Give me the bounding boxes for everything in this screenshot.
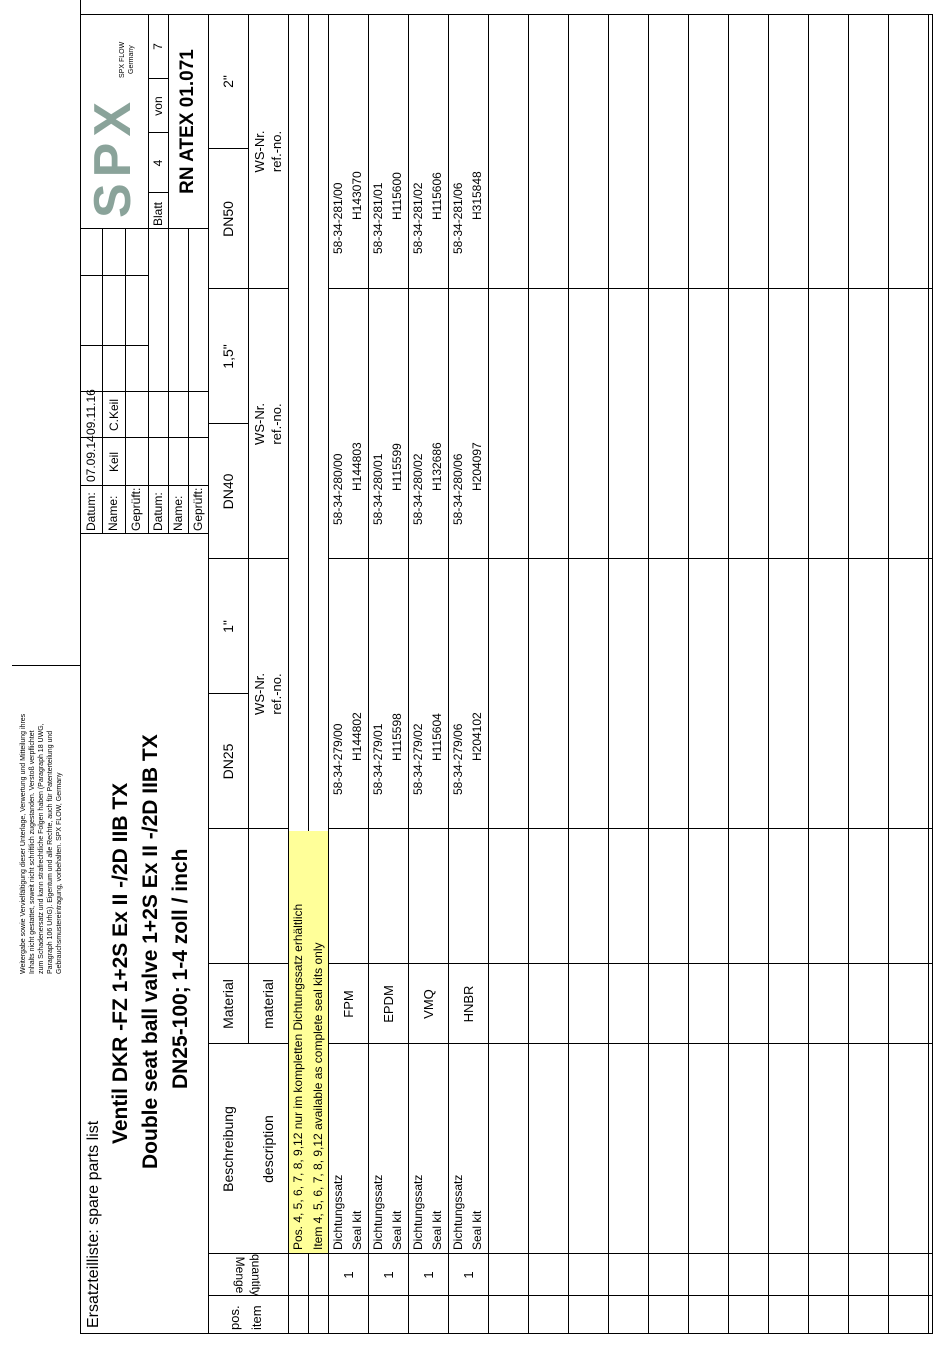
- row-divider: [928, 14, 929, 1334]
- page-subtitle: DN25-100; 1-4 zoll / inch: [169, 848, 192, 1089]
- note-de: Pos. 4, 5, 6, 7, 8, 9,12 nur im kompletten Dichtungssatz erhältlich: [291, 903, 305, 1250]
- row-qty: 1: [340, 1271, 356, 1279]
- datum-label: Datum:: [84, 492, 98, 531]
- row-code: H143070: [350, 171, 364, 220]
- spx-logo-sub: SPX FLOW: [119, 41, 126, 78]
- ref-header: [248, 289, 288, 559]
- spx-logo-sub: Germany: [128, 45, 135, 74]
- row-desc-de: Dichtungssatz: [371, 1174, 385, 1250]
- row-desc-en: Seal kit: [430, 1210, 444, 1250]
- row-ref: 58-34-280/02: [411, 453, 425, 525]
- col-qty-de: Menge: [233, 1256, 247, 1294]
- date-2: 09.11.16: [84, 389, 98, 435]
- col-desc-en: description: [260, 1115, 276, 1183]
- row-code: H144802: [350, 712, 364, 761]
- name-label: Name:: [106, 495, 120, 531]
- row-qty: 1: [420, 1271, 436, 1279]
- row-code: H144803: [350, 442, 364, 491]
- row-ref: 58-34-281/02: [411, 182, 425, 254]
- row-ref: 58-34-281/00: [331, 182, 345, 254]
- row-divider: [568, 14, 569, 1334]
- von-label: von: [151, 96, 165, 116]
- row-code: H115600: [390, 172, 404, 220]
- copyright-line: Inhalts nicht gestattet, soweit nicht schriftlich zugestanden. Verstoß verpflichtet: [29, 730, 36, 974]
- col-size: DN25: [220, 743, 236, 780]
- row-code: H115599: [390, 443, 404, 491]
- copyright-line: Weitergabe sowie Vervielfältigung dieser Unterlage, Verwertung und Mitteilung ihres: [20, 713, 27, 974]
- row-code: H115606: [430, 172, 444, 220]
- revision-block-upper: [80, 229, 148, 534]
- row-desc-de: Dichtungssatz: [411, 1174, 425, 1250]
- col-mat-en: material: [260, 979, 276, 1029]
- row-code: H204097: [470, 442, 484, 491]
- row-divider: [848, 14, 849, 1334]
- row-ref: 58-34-279/01: [371, 723, 385, 795]
- datum-label: Datum:: [151, 492, 165, 531]
- row-ref: 58-34-279/06: [451, 723, 465, 795]
- row-divider: [688, 14, 689, 1334]
- row-qty: 1: [380, 1271, 396, 1279]
- row-ref: 58-34-280/00: [331, 453, 345, 525]
- col-qty-en: quantity: [249, 1253, 263, 1297]
- row-desc-en: Seal kit: [470, 1210, 484, 1250]
- row-code: H115604: [430, 713, 444, 761]
- row-desc-de: Dichtungssatz: [451, 1174, 465, 1250]
- separator-line: [12, 665, 80, 666]
- row-code: H132686: [430, 442, 444, 491]
- note-en: Item 4, 5, 6, 7, 8, 9,12 available as complete seal kits only: [311, 942, 325, 1250]
- revision-block-lower: [148, 229, 208, 534]
- col-pos-de: pos.: [227, 1305, 242, 1330]
- row-desc-en: Seal kit: [350, 1210, 364, 1250]
- col-desc-de: Beschreibung: [220, 1106, 236, 1192]
- row-divider: [808, 14, 809, 1334]
- document-number: RN ATEX 01.071: [177, 49, 198, 194]
- row-material: FPM: [340, 990, 356, 1018]
- row-ref: 58-34-279/02: [411, 723, 425, 795]
- row-ref: 58-34-281/06: [451, 182, 465, 254]
- copyright-line: Gebrauchsmustereintragung, vorbehalten. SPX FLOW, Germany: [56, 772, 63, 974]
- blatt-number: 4: [151, 159, 165, 167]
- table-row: [408, 14, 448, 1334]
- page-title: Double seat ball valve 1+2S Ex II -/2D IIB TX: [139, 734, 162, 1169]
- ref-label-de: WS-Nr.: [252, 403, 267, 445]
- name-1: Keil: [106, 452, 121, 473]
- date-1: 07.09.14: [84, 435, 98, 482]
- col-pos-en: item: [249, 1305, 264, 1330]
- col-mat-de: Material: [220, 979, 236, 1029]
- row-divider: [728, 14, 729, 1334]
- row-code: H204102: [470, 712, 484, 761]
- copyright-line: zum Schadenersatz und kann strafrechtliche Folgen haben (Paragraph 18 UWG,: [38, 723, 45, 974]
- row-ref: 58-34-279/00: [331, 723, 345, 795]
- geprueft-label: Geprüft:: [129, 487, 143, 531]
- col-size: 1,5": [220, 344, 236, 369]
- list-title: Ersatzteilliste: spare parts list: [85, 1120, 102, 1328]
- row-desc-en: Seal kit: [390, 1210, 404, 1250]
- col-qty-header: [208, 1254, 288, 1295]
- ref-label-en: ref.-no.: [269, 130, 284, 173]
- table-row: [328, 14, 368, 1334]
- col-size: DN40: [220, 473, 236, 510]
- row-material: EPDM: [380, 985, 396, 1023]
- ref-header: [248, 559, 288, 829]
- row-desc-de: Dichtungssatz: [331, 1174, 345, 1250]
- page-title: Ventil DKR -FZ 1+2S Ex II -/2D IIB TX: [109, 782, 132, 1144]
- row-material: VMQ: [420, 989, 436, 1019]
- table-row: [368, 14, 408, 1334]
- ref-label-en: ref.-no.: [269, 673, 284, 715]
- row-ref: 58-34-280/06: [451, 453, 465, 525]
- row-qty: 1: [460, 1271, 476, 1279]
- spx-logo-text: SPX: [84, 95, 142, 218]
- geprueft-label: Geprüft:: [191, 487, 205, 531]
- copyright-line: Paragraph 106 UrhG). Eigentum und alle Rechte, auch für Patenterteilung und: [47, 730, 54, 974]
- row-material: HNBR: [460, 985, 476, 1023]
- table-row: [448, 14, 488, 1334]
- sheet-number-block: [148, 14, 208, 229]
- row-divider: [888, 14, 889, 1334]
- ref-label-en: ref.-no.: [269, 403, 284, 445]
- ref-header: [248, 14, 288, 289]
- row-code: H115598: [390, 713, 404, 761]
- row-divider: [648, 14, 649, 1334]
- spx-logo: [81, 15, 147, 228]
- blatt-label: Blatt: [151, 201, 165, 226]
- von-number: 7: [151, 43, 165, 50]
- name-label: Name:: [171, 495, 185, 531]
- row-ref: 58-34-280/01: [371, 453, 385, 525]
- row-divider: [528, 14, 529, 1334]
- col-size: DN50: [220, 201, 236, 237]
- row-divider: [488, 14, 489, 1334]
- ref-label-de: WS-Nr.: [252, 673, 267, 715]
- row-divider: [608, 14, 609, 1334]
- ref-label-de: WS-Nr.: [252, 130, 267, 173]
- row-code: H315848: [470, 171, 484, 220]
- col-size: 1": [220, 620, 236, 633]
- row-divider: [768, 14, 769, 1334]
- row-ref: 58-34-281/01: [371, 182, 385, 254]
- name-2: C.Keil: [106, 399, 121, 432]
- col-size: 2": [220, 75, 236, 88]
